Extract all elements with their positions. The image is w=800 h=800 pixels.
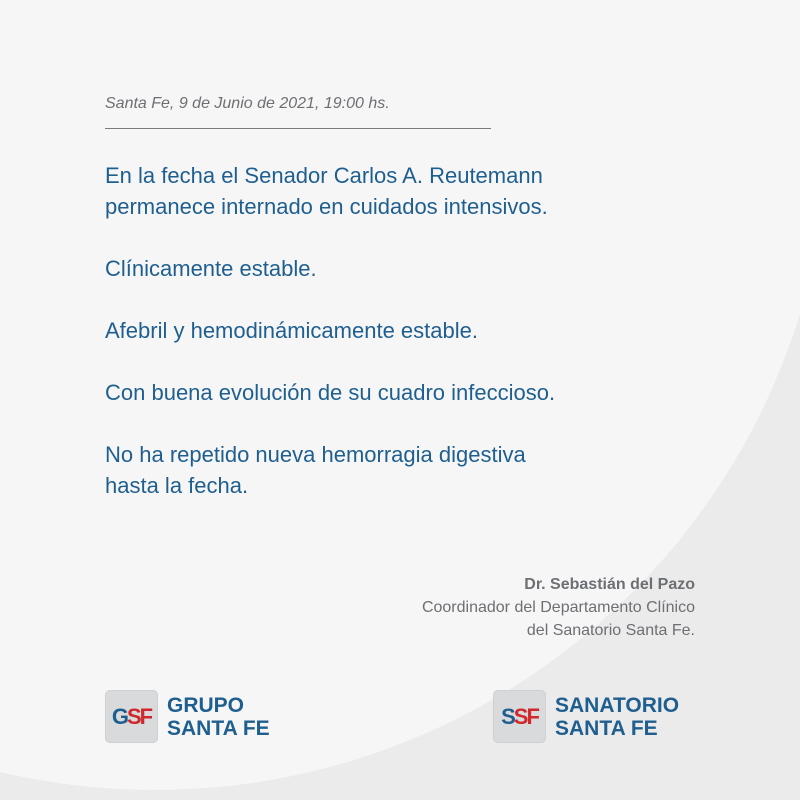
gsf-logo-icon bbox=[105, 690, 158, 743]
date-line: Santa Fe, 9 de Junio de 2021, 19:00 hs. bbox=[105, 95, 390, 112]
logo-mark-b: SF bbox=[513, 703, 538, 729]
logo-line: GRUPO bbox=[167, 693, 245, 717]
paragraph bbox=[105, 377, 665, 408]
text-line: Afebril y hemodinámicamente estable. bbox=[105, 318, 478, 343]
logo-line: SANTA FE bbox=[167, 716, 270, 740]
logo-mark-b: SF bbox=[127, 703, 152, 729]
paragraph bbox=[105, 315, 665, 346]
logo-line: SANATORIO bbox=[555, 693, 680, 717]
text-line: hasta la fecha. bbox=[105, 473, 249, 498]
text-line: No ha repetido nueva hemorragia digestiva bbox=[105, 442, 526, 467]
text-line: Con buena evolución de su cuadro infeccioso. bbox=[105, 380, 556, 405]
paragraph bbox=[105, 160, 665, 222]
signature-name: Dr. Sebastián del Pazo bbox=[524, 576, 695, 593]
paragraph bbox=[105, 439, 665, 501]
body-text bbox=[105, 160, 665, 501]
logo-mark-a: G bbox=[111, 703, 127, 729]
logo-sanatorio-santa-fe bbox=[493, 690, 679, 743]
text-line: permanece internado en cuidados intensivos. bbox=[105, 194, 548, 219]
logo-text bbox=[167, 694, 270, 740]
paragraph bbox=[105, 253, 665, 284]
logo-mark-a: S bbox=[501, 703, 514, 729]
signature-block bbox=[422, 573, 695, 642]
logo-text bbox=[555, 694, 679, 740]
logo-grupo-santa-fe bbox=[105, 690, 270, 743]
ssf-logo-icon bbox=[493, 690, 546, 743]
divider bbox=[105, 128, 491, 129]
text-line: Clínicamente estable. bbox=[105, 256, 317, 281]
logo-line: SANTA FE bbox=[555, 716, 658, 740]
text-line: En la fecha el Senador Carlos A. Reutemann bbox=[105, 163, 543, 188]
signature-title-line: del Sanatorio Santa Fe. bbox=[526, 622, 695, 639]
signature-title-line: Coordinador del Departamento Clínico bbox=[421, 599, 695, 616]
